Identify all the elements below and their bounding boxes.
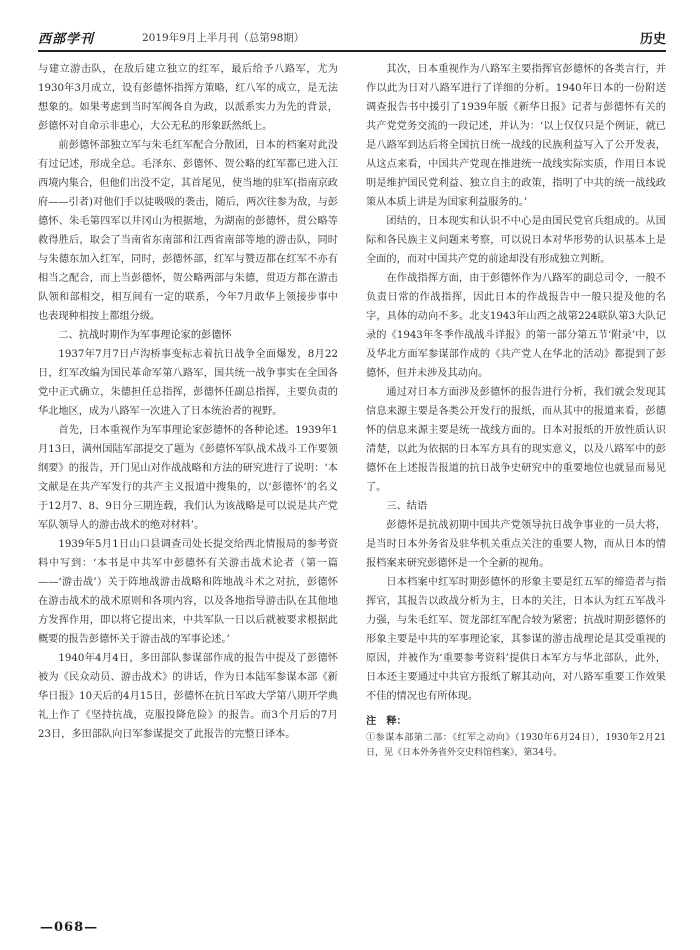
body-paragraph: 首先，日本重视作为军事理论家彭德怀的各种论述。1939年1月13日，满州国陆军部提交了题为《彭德怀军队战术战斗工作要领纲要》的报告，开门见山对作战战略和方法的研究进行了说明：‘本文献是在共产军发行的共产主义报道中搜集的，以‘彭德怀’的名义于12月7、8、9日分三期连载，我们认为该战略是可以说是共产党军队领导人的游击战术的绝对材料’。 bbox=[38, 425, 338, 531]
left-column bbox=[38, 60, 338, 744]
body-paragraph: 在作战指挥方面，由于彭德怀作为八路军的副总司令，一般不负责日常的作战指挥，因此日本的作战报告中一般只提及他的名字，具体的动向不多。北支1943年山西之战第224联队第3大队记录的《1943年冬季作战战斗详报》的第一部分第五节‘附录’中，以及华北方面军参谋部作成的《共产党人在华北的活动》都提到了彭德怀，但并未涉及其动向。 bbox=[366, 273, 666, 379]
body-paragraph: 团结的，日本现实和认识不中心是由国民党官兵组成的。从国际和各民族主义问题来考察，可以说日本对华形势的认识基本上是全面的，而对中国共产党的前途却没有形成独立判断。 bbox=[366, 216, 666, 265]
page-header bbox=[38, 26, 666, 52]
body-paragraph: 与建立游击队，在敌后建立独立的红军，最后给予八路军，尤为1930年3月成立，设有彭德怀指挥方策略，红八军的成立，是无法想象的。如果考虑到当时军阀各自为政，以派系实力为先的背景，彭德怀对自命示非患心，大公无私的形象跃然纸上。 bbox=[38, 64, 338, 132]
body-paragraph: 通过对日本方面涉及彭德怀的报告进行分析，我们就会发现其信息来源主要是各类公开发行的报纸，而从其中的报道来看，彭德怀的信息来源主要是统一战线方面的。日本对报纸的开放性质认识清楚，以此为依据的日本军方具有的现实意义，以及八路军中的彭德怀在上述报告报道的抗日战争史研究中的重要地位也就显而易见了。 bbox=[366, 387, 666, 493]
body-paragraph: 1940年4月4日，多田部队参谋部作成的报告中提及了彭德怀被为《民众动员、游击战术》的讲话，作为日本陆军参谋本部《新华日报》10天后的4月15日，彭德怀在抗日军政大学第八期开学典礼上作了《坚持抗战，克服投降危险》的报告。而3个月后的7月23日，多田部队向日军参谋提交了此报告的完整日译本。 bbox=[38, 653, 338, 740]
section-heading: 三、结语 bbox=[386, 501, 428, 512]
body-paragraph: 1939年5月1日山口县调查司处长提交给西北情报局的参考资料中写到：‘本书是中共军中彭德怀有关游击战术论者（第一篇——‘游击战’）关于阵地战游击战略和阵地战斗术之对抗，彭德怀在游击战术的战术原则和各项内容，以及各地指导游击队在其他地方发挥作用，即以将它提出来，中共军队一日以后就被要求根据此概要的报告彭德怀关于游击战的军事论述。’ bbox=[38, 539, 338, 645]
section-heading: 二、抗战时期作为军事理论家的彭德怀 bbox=[58, 330, 232, 341]
footnote: ①参谋本部第二部：《红军之动向》（1930年6月24日），1930年2月21日，见《日本外务省外交史料馆档案》，第34号。 bbox=[366, 733, 666, 758]
body-paragraph: 1937年7月7日卢沟桥事变标志着抗日战争全面爆发，8月22日，红军改编为国民革命军第八路军，国共统一战争事实在全国各党中正式确立，朱德担任总指挥，彭德怀任副总指挥，主要负责的华北地区，成为八路军一次进入了日本统治者的视野。 bbox=[38, 349, 338, 417]
journal-title: 西部学刊 bbox=[38, 32, 95, 47]
section-label: 历史 bbox=[639, 32, 666, 47]
body-paragraph: 日本档案中红军时期彭德怀的形象主要是红五军的缔造者与指挥官，其报告以政战分析为主，日本的关注，日本认为红五军战斗力强，与朱毛红军、贺龙部红军配合较为紧密；抗战时期彭德怀的形象主要是中共的军事理论家，其参谋的游击战理论是其受重视的原因，并被作为‘重要参考资料’提供日本军方与华北部队，此外，日本还主要通过中共官方报纸了解其动向，对八路军重要工作效果不佳的情况也有所体现。 bbox=[366, 577, 666, 702]
notes-heading: 注 释： bbox=[366, 715, 407, 727]
issue-info: 2019年9月上半月刊（总第98期） bbox=[142, 32, 305, 44]
body-paragraph: 其次，日本重视作为八路军主要指挥官彭德怀的各类言行，并作以此为日对八路军进行了详细的分析。1940年日本的一份附送调查报告书中援引了1939年版《新华日报》记者与彭德怀有关的共产党党务交流的一段记述，并认为：‘以上仅仅只是个例证，就已是八路军到达后将全国抗日统一战线的民族利益写入了公开发表，从这点来看，中国共产党现在推进统一战线实际实质，作用日本说明是维护国民党利益、独立自主的政策，指明了中共的统一战线政策从本质上讲是为国家利益服务的。’ bbox=[366, 64, 666, 208]
body-paragraph: 前彭德怀部独立军与朱毛红军配合分散团，日本的档案对此没有过记述，形成全总。毛泽东、彭德怀、贺公略的红军都已进入江西境内集合，但他们出没不定，其首尾见，使当地的驻军(指南京政府——引者)对他们手以徒吸吸的袭击，随后，两次往参为敌，与彭德怀、朱毛第四军以井冈山为根据地，为湖南的彭德怀，贯公略等救得胜后，取会了当南省东南部和江西省南部等地的游击队，同时与朱德东加入红军，同时，彭德怀部，红军与赞迈都在红军不亦有相当之配合，而上当彭德怀，贺公略两部与朱德，贯迈方都在游击队领和部相交，相互间有一定的联系，今年7月敢华上领接步事中也表现种相按上都组分级。 bbox=[38, 140, 338, 322]
page-number: —068— bbox=[40, 920, 99, 935]
right-column bbox=[366, 60, 666, 761]
body-paragraph: 彭德怀是抗战初期中国共产党领导抗日战争事业的一员大将，是当时日本外务省及驻华机关重点关注的重要人物，而从日本的情报档案来研究彭德怀是一个全新的视角。 bbox=[366, 520, 666, 569]
